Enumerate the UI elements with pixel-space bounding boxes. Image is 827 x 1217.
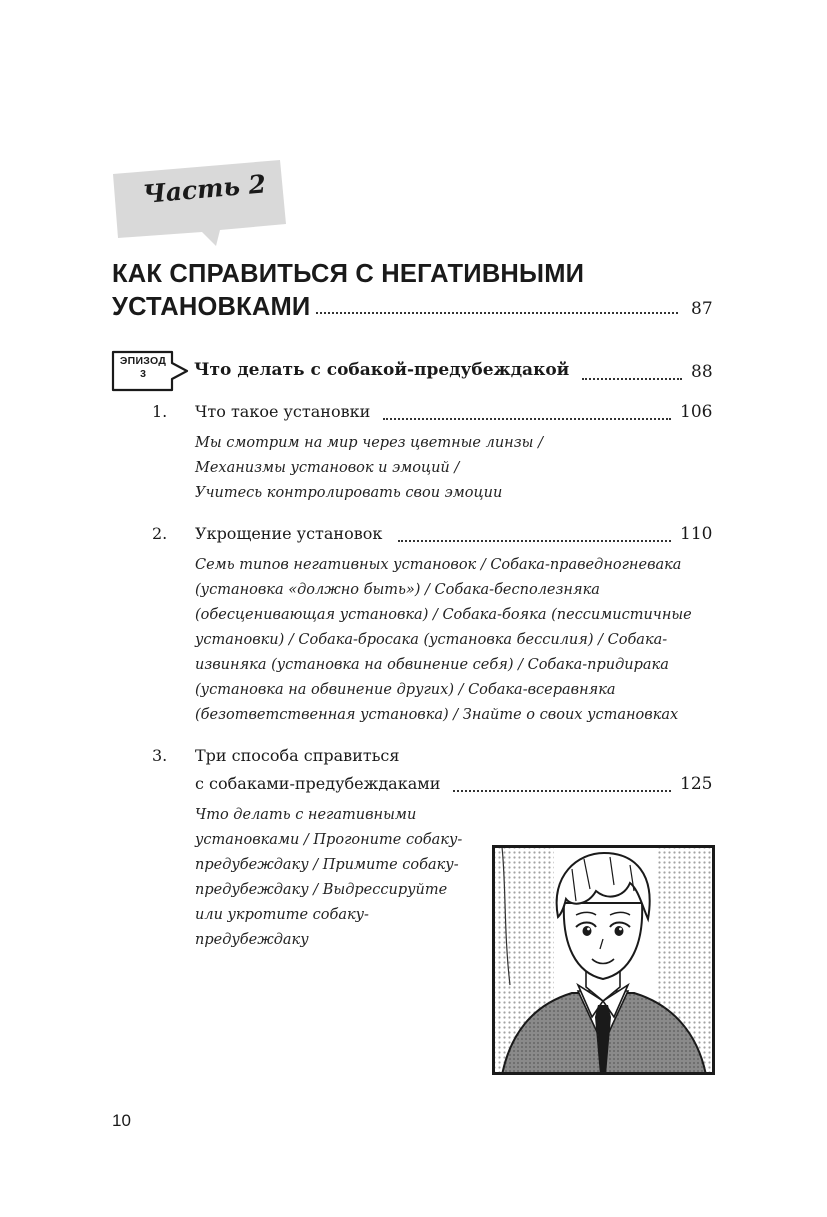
item-3-desc-line: предубеждаку / Примите собаку- — [195, 857, 459, 873]
item-2-desc-line: (безответственная установка) / Знайте о своих установках — [195, 707, 679, 723]
episode-title: Что делать с собакой-предубеждакой — [194, 360, 570, 380]
page-number: 10 — [112, 1111, 131, 1130]
item-2-desc-line: (установка на обвинение других) / Собака-всеравняка — [195, 682, 616, 698]
item-2-desc-line: Семь типов негативных установок / Собака-праведногневака — [195, 557, 682, 573]
item-3-desc-line: предубеждаку — [195, 932, 309, 948]
item-3-leader-dots — [453, 790, 671, 792]
item-3-desc-line: установками / Прогоните собаку- — [195, 832, 463, 848]
item-2-desc-line: установки) / Собака-бросака (установка бессилия) / Собака- — [195, 632, 668, 648]
item-1-desc-line: Мы смотрим на мир через цветные линзы / — [195, 435, 543, 451]
item-1-page-number: 106 — [680, 402, 713, 422]
item-3-desc-line: или укротите собаку- — [195, 907, 369, 923]
episode-badge-number: 3 — [140, 368, 146, 380]
item-1-desc-line: Учитесь контролировать свои эмоции — [195, 485, 503, 501]
episode-leader-dots — [582, 378, 682, 380]
item-3-page-number: 125 — [680, 774, 713, 794]
item-3-desc-line: предубеждаку / Выдрессируйте — [195, 882, 448, 898]
item-2-leader-dots — [398, 540, 671, 542]
episode-page-number: 88 — [691, 362, 713, 382]
item-2-desc-line: извиняка (установка на обвинение себя) / Собака-придирака — [195, 657, 669, 673]
item-2-number: 2. — [152, 524, 168, 543]
item-3-title-line1: Три способа справиться — [195, 746, 400, 765]
item-1-desc-line: Механизмы установок и эмоций / — [195, 460, 460, 476]
part-title-line2: УСТАНОВКАМИ — [112, 293, 311, 321]
item-3-number: 3. — [152, 746, 168, 765]
part-leader-dots — [316, 312, 678, 314]
manga-illustration — [492, 845, 715, 1075]
item-2-page-number: 110 — [680, 524, 713, 544]
item-2-desc-line: (обесценивающая установка) / Собака-бояка (пессимистичные — [195, 607, 692, 623]
item-3-desc-line: Что делать с негативными — [195, 807, 417, 823]
item-2-title: Укрощение установок — [195, 524, 383, 543]
item-1-title: Что такое установки — [195, 402, 371, 421]
part-page-number: 87 — [691, 299, 713, 319]
item-3-title-line2: с собаками-предубеждаками — [195, 774, 441, 793]
episode-badge-word: ЭПИЗОД — [119, 355, 167, 367]
part-label: Часть 2 — [141, 169, 268, 209]
item-2-desc-line: (установка «должно быть») / Собака-бесполезняка — [195, 582, 600, 598]
item-1-number: 1. — [152, 402, 168, 421]
part-title-line1: КАК СПРАВИТЬСЯ С НЕГАТИВНЫМИ — [112, 260, 585, 288]
item-1-leader-dots — [383, 418, 671, 420]
